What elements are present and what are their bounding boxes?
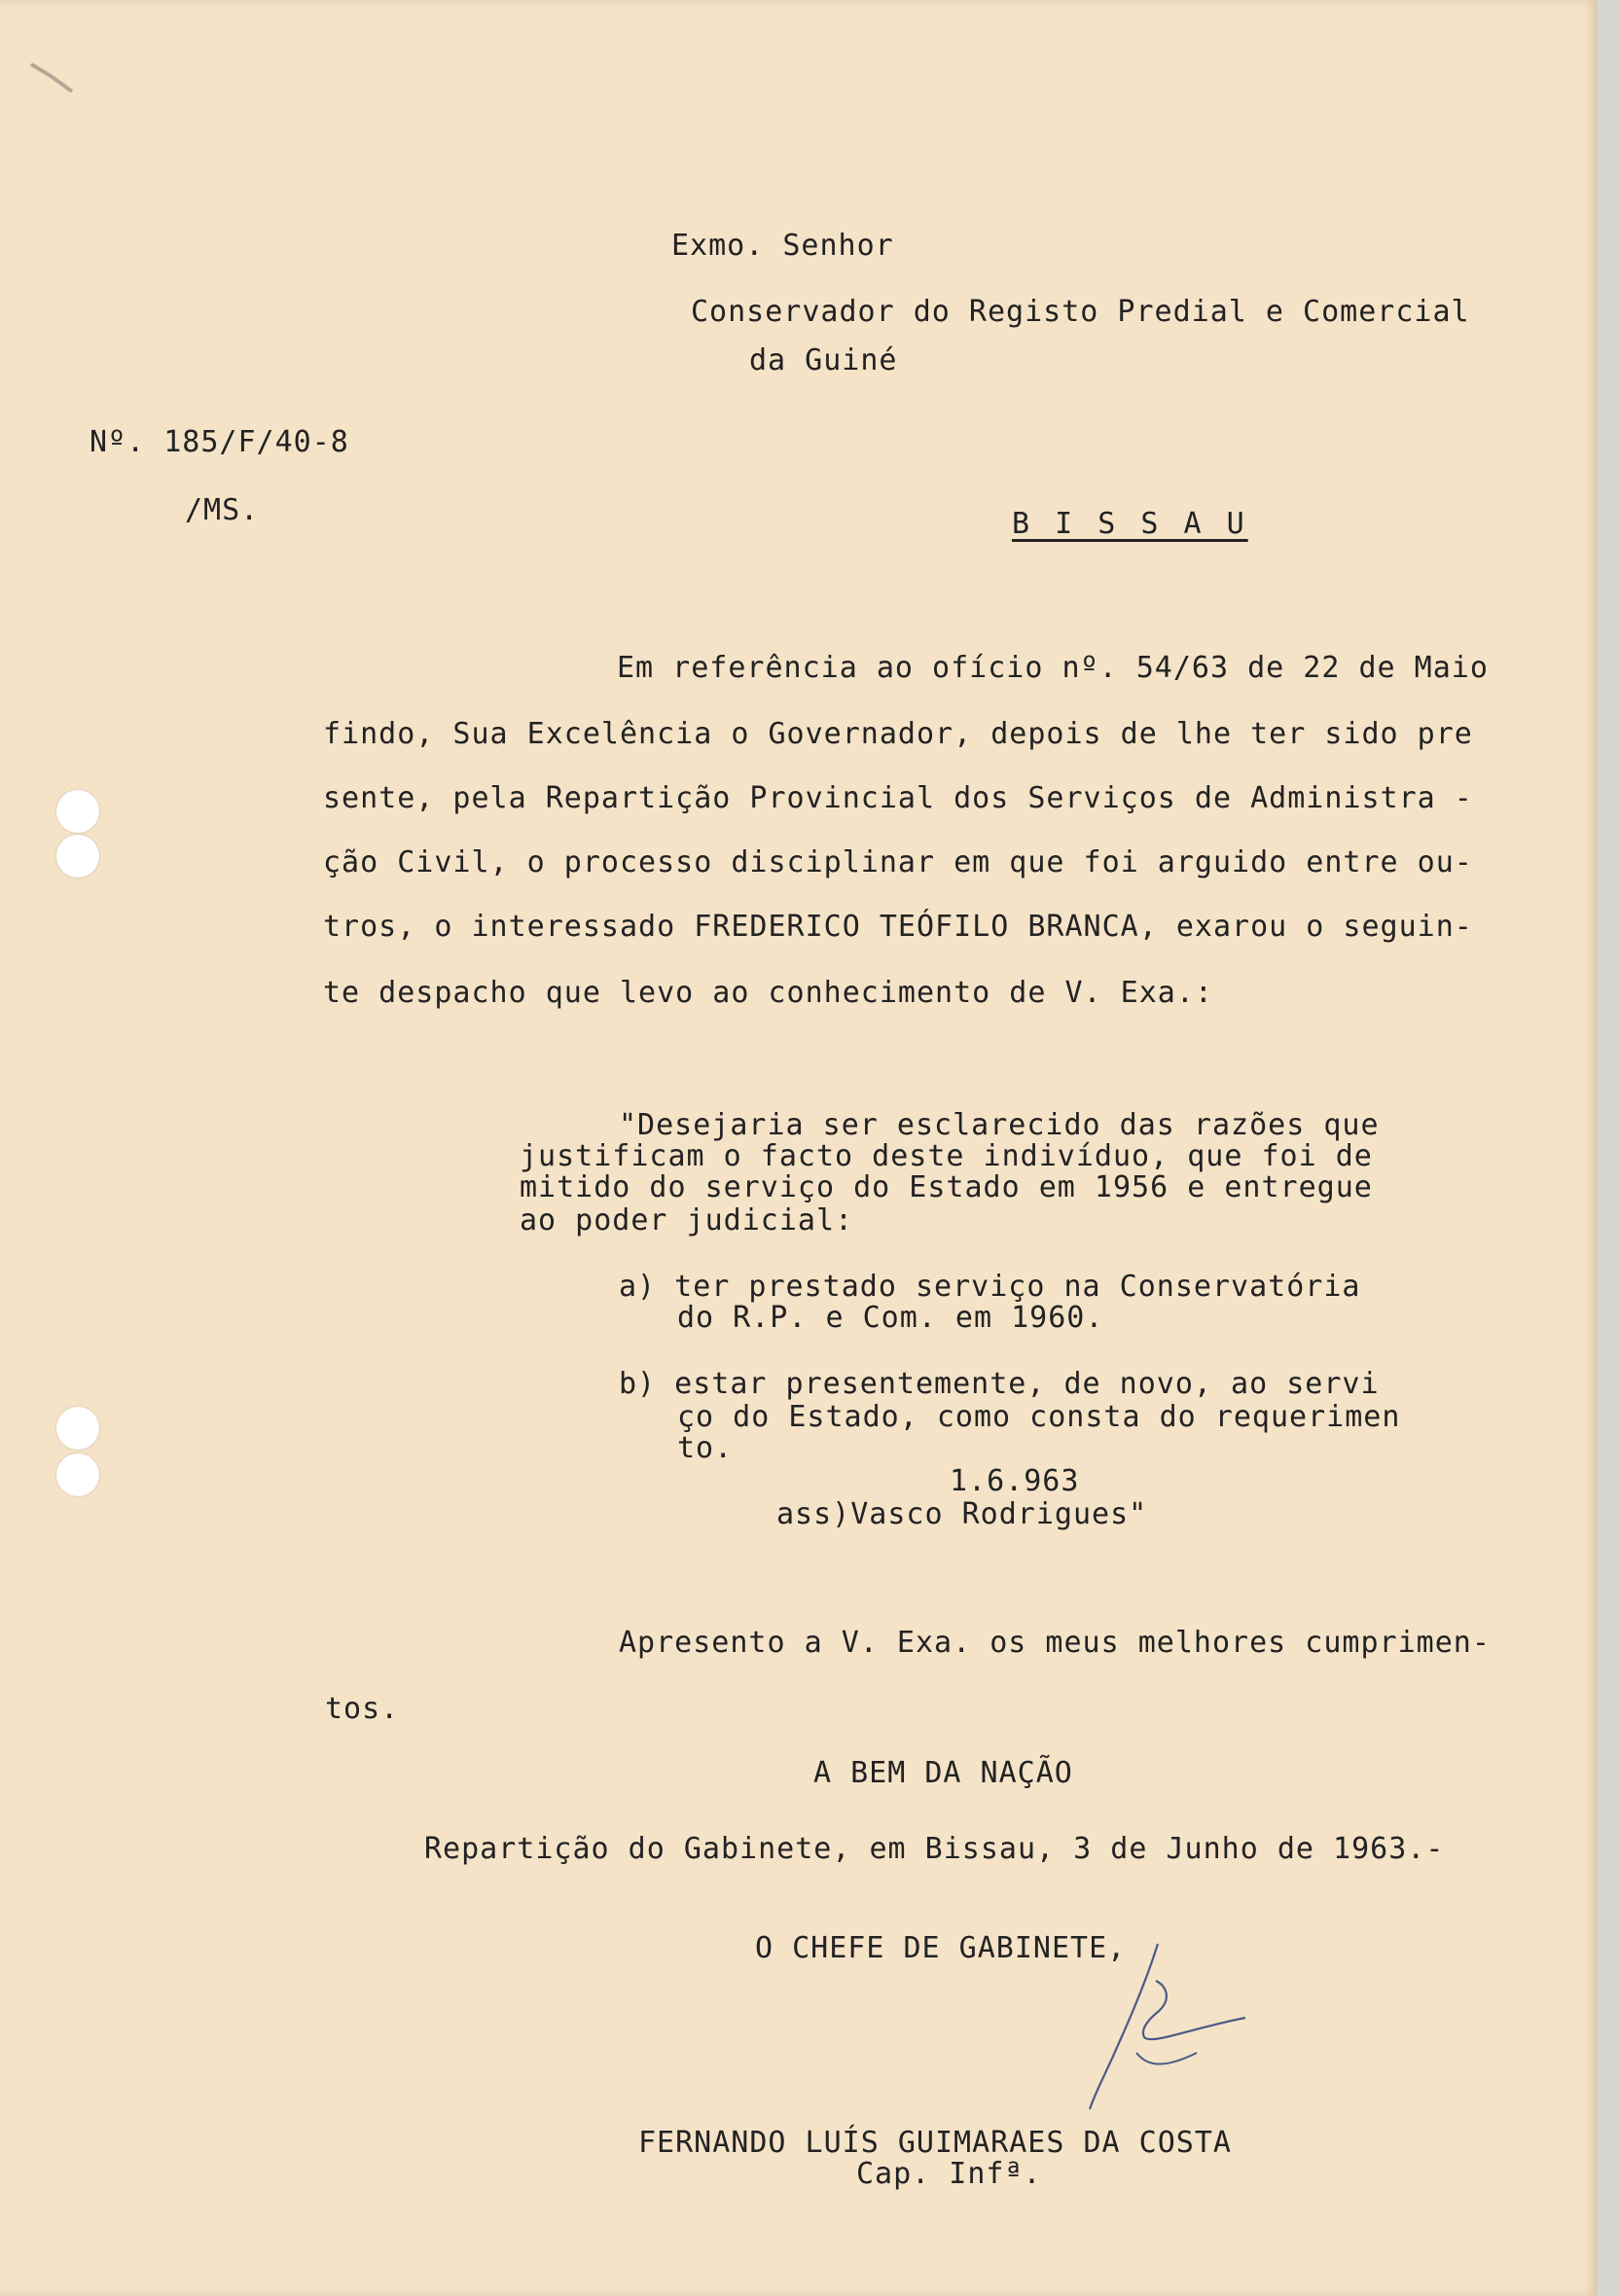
punch-hole: [56, 790, 99, 833]
punch-hole: [56, 1453, 99, 1496]
recipient-line-2: da Guiné: [749, 343, 898, 377]
salutation: Exmo. Senhor: [671, 229, 894, 263]
body-line: Em referência ao ofício nº. 54/63 de 22 de Maio: [617, 651, 1489, 685]
body-line: ção Civil, o processo disciplinar em que foi arguido entre ou-: [323, 845, 1473, 879]
motto: A BEM DA NAÇÃO: [813, 1756, 1073, 1790]
body-line: te despacho que levo ao conhecimento de V. Exa.:: [323, 976, 1213, 1010]
reference-number: Nº. 185/F/40-8: [90, 425, 349, 459]
item-a-line: a) ter prestado serviço na Conservatória: [619, 1270, 1361, 1304]
quote-line: ao poder judicial:: [520, 1203, 854, 1238]
quote-date: 1.6.963: [950, 1464, 1080, 1498]
body-line: sente, pela Repartição Provincial dos Serviços de Administra -: [323, 781, 1473, 815]
item-b-line: ço do Estado, como consta do requerimen: [677, 1400, 1401, 1434]
reference-suffix: /MS.: [185, 493, 260, 527]
item-b-line: b) estar presentemente, de novo, ao servi: [619, 1367, 1380, 1401]
signatory-rank: Cap. Infª.: [856, 2157, 1042, 2191]
recipient-line-1: Conservador do Registo Predial e Comercial: [691, 295, 1470, 329]
body-line: tros, o interessado FREDERICO TEÓFILO BRANCA, exarou o seguin-: [323, 910, 1473, 944]
quote-line: justificam o facto deste indivíduo, que foi de: [520, 1139, 1373, 1173]
signatory-name: FERNANDO LUÍS GUIMARAES DA COSTA: [638, 2126, 1232, 2160]
city-heading: B I S S A U: [1012, 507, 1248, 541]
body-line: findo, Sua Excelência o Governador, depois de lhe ter sido pre: [323, 717, 1473, 751]
punch-hole: [56, 1407, 99, 1450]
signatory-title: O CHEFE DE GABINETE,: [755, 1931, 1127, 1965]
closing-line-1: Apresento a V. Exa. os meus melhores cumprimen-: [619, 1626, 1491, 1660]
quote-line: mitido do serviço do Estado em 1956 e entregue: [520, 1170, 1373, 1204]
item-a-line: do R.P. e Com. em 1960.: [677, 1301, 1104, 1335]
scan-background-edge: [1598, 0, 1619, 2296]
place-date: Repartição do Gabinete, em Bissau, 3 de Junho de 1963.-: [424, 1832, 1445, 1866]
quote-signature: ass)Vasco Rodrigues": [776, 1497, 1148, 1531]
item-b-line: to.: [677, 1431, 734, 1465]
handwritten-signature: [1051, 1936, 1265, 2125]
paper-mark: [29, 58, 78, 101]
punch-hole: [56, 835, 99, 878]
quote-line: "Desejaria ser esclarecido das razões que: [619, 1108, 1380, 1142]
closing-line-2: tos.: [325, 1692, 400, 1726]
